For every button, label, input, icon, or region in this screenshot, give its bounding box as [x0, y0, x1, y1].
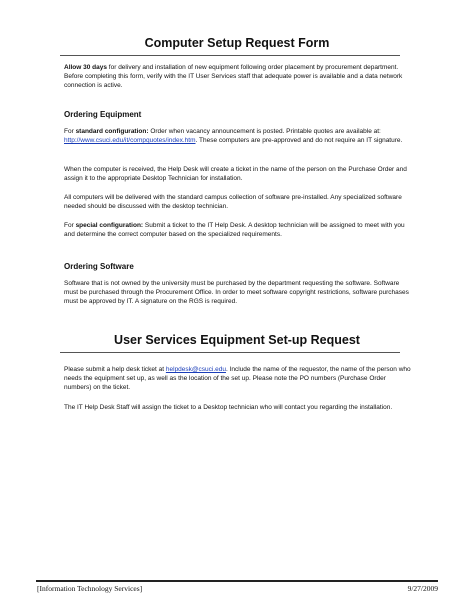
compquotes-link[interactable]: http://www.csuci.edu/it/compquotes/index.htm [64, 136, 196, 144]
footer-divider [36, 580, 438, 582]
assign-paragraph: The IT Help Desk Staff will assign the ticket to a Desktop technician who will contact you regarding the installation. [64, 404, 393, 411]
std-post: . These computers are pre-approved and do not require an IT signature. [195, 136, 403, 144]
received-paragraph: When the computer is received, the Help Desk will create a ticket in the name of the person on the Purchase Order and assign it to the appropriate Desktop Technician for installation. [64, 166, 407, 182]
setup-post: . Include the name of the requestor, the name of the person who needs the equipment set up, as well as the location of the set up. Please note the PO numbers (Purchase Order numbers) on the ticket. [64, 366, 411, 391]
ordering-equipment-heading: Ordering Equipment [64, 110, 142, 119]
software-preinstalled-paragraph: All computers will be delivered with the standard campus collection of software pre-installed. Any specialized software needed should be discussed with the desktop technician. [64, 194, 402, 210]
intro-bold: Allow 30 days [64, 64, 107, 71]
page-title: Computer Setup Request Form [144, 36, 330, 50]
setup-request-title: User Services Equipment Set-up Request [114, 333, 360, 347]
std-mid: Order when vacancy announcement is posted. Printable quotes are available at: [148, 128, 381, 135]
software-paragraph: Software that is not owned by the university must be purchased by the department requesting the software. Software must be purchased through the Procurement Office. In order to meet software copyright restrictions, software purchases must be approved by IT. A signature on the RGS is required. [64, 280, 409, 305]
setup-divider [60, 352, 400, 353]
intro-text: for delivery and installation of new equipment following order placement by procurement department. Before completing this form, verify with the IT User Services staff that adequate power is available and a data network connection is active. [64, 64, 403, 89]
standard-config-paragraph [64, 128, 412, 146]
title-divider [60, 55, 400, 56]
special-pre: For [64, 222, 76, 229]
helpdesk-email-link[interactable]: helpdesk@csuci.edu [165, 366, 226, 373]
setup-paragraph [64, 366, 412, 393]
special-bold: special configuration: [75, 222, 144, 229]
special-post: Submit a ticket to the IT Help Desk. A desktop technician will be assigned to meet with you and determine the correct computer based on the specialized requirements. [64, 222, 405, 238]
setup-pre: Please submit a help desk ticket at [64, 366, 166, 373]
std-bold: standard configuration: [75, 128, 149, 135]
intro-paragraph [64, 64, 412, 91]
footer-date: 9/27/2009 [407, 584, 438, 593]
footer-department: [Information Technology Services] [37, 584, 143, 593]
special-config-paragraph [64, 222, 412, 240]
ordering-software-heading: Ordering Software [64, 262, 134, 271]
std-pre: For [64, 128, 76, 135]
